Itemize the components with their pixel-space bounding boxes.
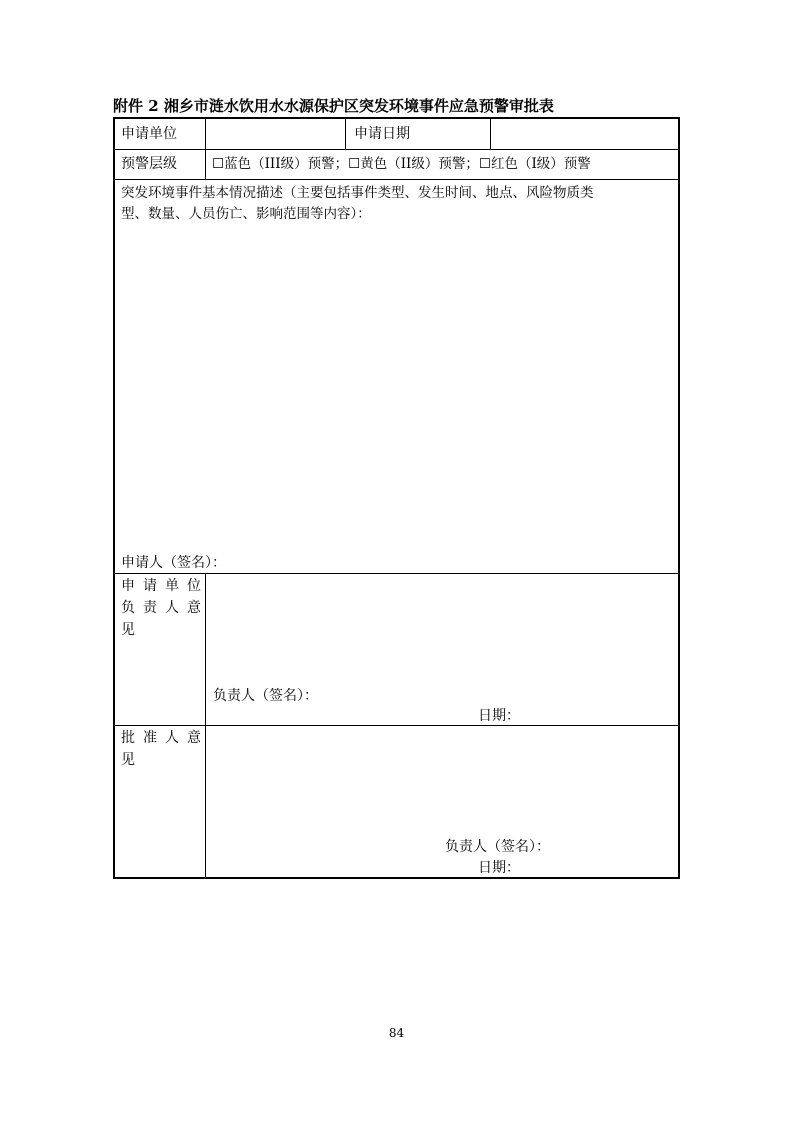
page-number: 84 bbox=[388, 1026, 405, 1040]
approver-opinion-label-line1: 批准人意 bbox=[121, 730, 209, 746]
apply-date-label: 申请日期 bbox=[354, 126, 410, 142]
approver-date-label: 日期： bbox=[478, 860, 520, 876]
approval-form-table bbox=[113, 117, 680, 879]
applicant-signature-label: 申请人（签名）： bbox=[121, 555, 226, 571]
approver-signature-label: 负责人（签名）： bbox=[445, 839, 550, 855]
approver-opinion-label-line2: 见 bbox=[121, 752, 135, 768]
warning-level-options: ☐蓝色（III级）预警；☐黄色（II级）预警；☐红色（I级）预警 bbox=[212, 156, 591, 172]
col-divider-date-value bbox=[490, 118, 491, 149]
row-divider-2 bbox=[114, 179, 679, 180]
row-divider-1 bbox=[114, 149, 679, 150]
row-divider-4 bbox=[114, 725, 679, 726]
unit-head-date-label: 日期： bbox=[478, 708, 520, 724]
unit-head-signature-label: 负责人（签名）： bbox=[213, 688, 318, 704]
col-divider-date-label bbox=[345, 118, 346, 149]
incident-description-prompt-line1: 突发环境事件基本情况描述（主要包括事件类型、发生时间、地点、风险物质类 bbox=[121, 185, 594, 201]
col-divider-lower bbox=[205, 573, 206, 878]
unit-head-opinion-label-line1: 申请单位 bbox=[121, 578, 209, 594]
unit-head-opinion-label-line2: 负责人意 bbox=[121, 600, 209, 616]
document-title: 附件 2 湘乡市涟水饮用水水源保护区突发环境事件应急预警审批表 bbox=[113, 97, 554, 115]
incident-description-prompt-line2: 型、数量、人员伤亡、影响范围等内容）： bbox=[121, 206, 371, 222]
row-divider-3 bbox=[114, 573, 679, 574]
unit-head-opinion-label-line3: 见 bbox=[121, 622, 135, 638]
col-divider-label bbox=[205, 118, 206, 179]
applicant-unit-label: 申请单位 bbox=[121, 126, 177, 142]
warning-level-label: 预警层级 bbox=[121, 156, 177, 172]
